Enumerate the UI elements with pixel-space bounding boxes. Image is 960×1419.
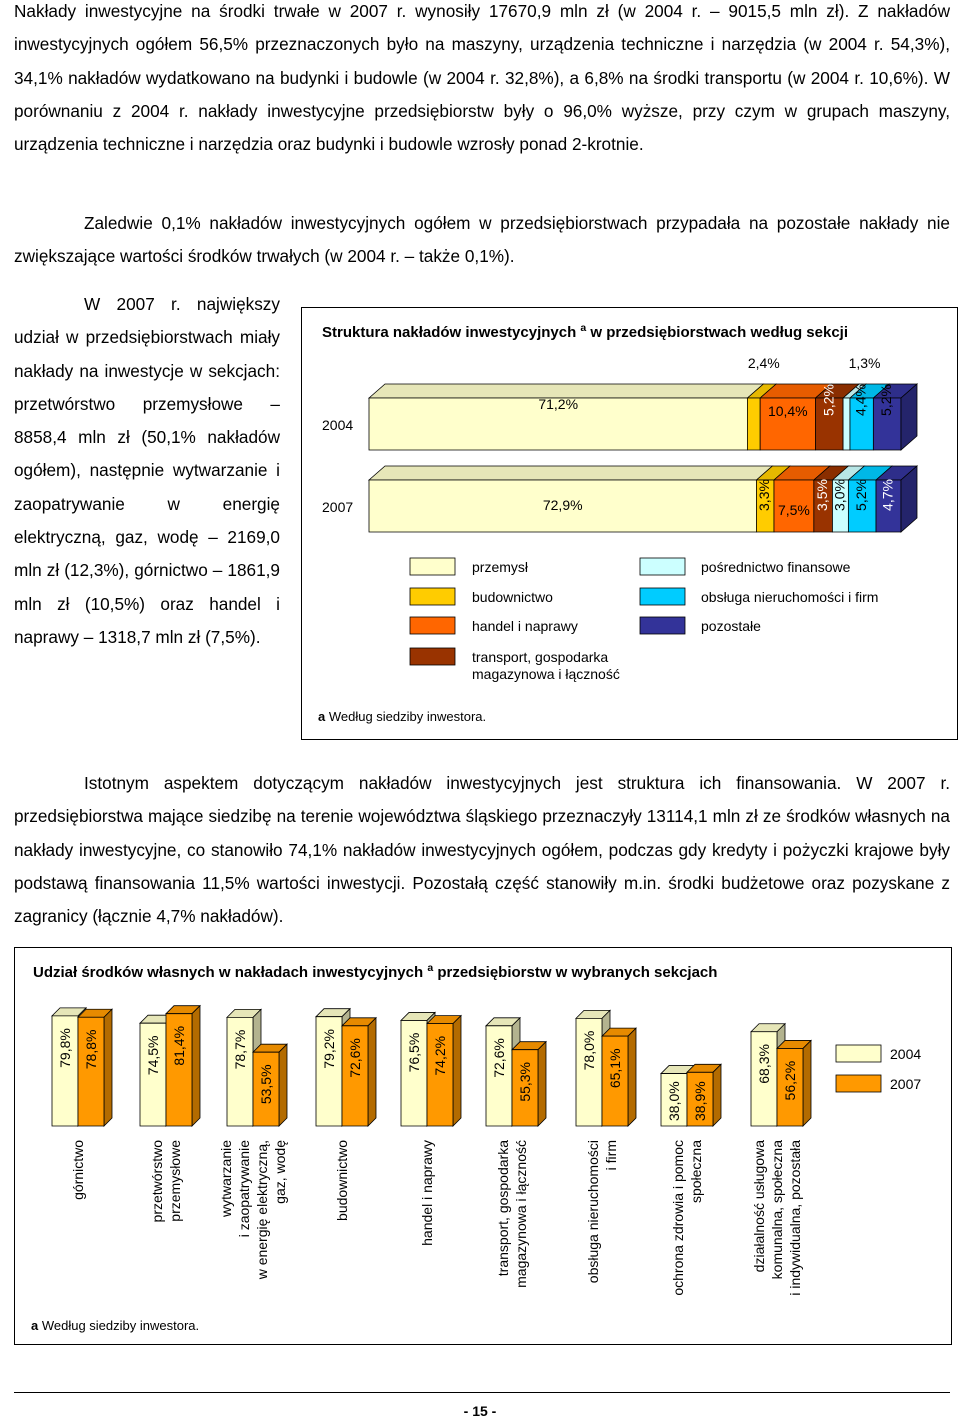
chart2-category-label-3: i zaopatrywanie: [236, 1140, 252, 1238]
chart2-category-label-8: ochrona zdrowia i pomoc: [670, 1140, 686, 1296]
chart2-category-label-1: górnictwo: [70, 1140, 86, 1200]
footer-rule: [14, 1392, 950, 1393]
chart2-label-2007-6: 55,3%: [517, 1061, 533, 1102]
chart1-label-2004-5: 1,3%: [848, 355, 881, 371]
chart2-category-label-9: komunalna, społeczna: [769, 1140, 785, 1280]
chart1-legend-label-1: przemysł: [472, 559, 529, 575]
chart2-label-2004-5: 76,5%: [406, 1032, 422, 1073]
chart2-bar-2007-1-side: [104, 1009, 112, 1126]
chart1-segment-2004-2-front: [747, 398, 760, 450]
own-funds-chart-box: [14, 947, 952, 1345]
chart1-label-2007-5: 3,0%: [831, 479, 848, 511]
financing-paragraph: [14, 767, 950, 933]
chart2-legend-label-2004: 2004: [890, 1046, 922, 1062]
chart2-legend-label-2007: 2007: [890, 1076, 922, 1092]
chart1-legend-label-5: pośrednictwo finansowe: [701, 559, 851, 575]
chart2-bar-2007-5-side: [453, 1016, 461, 1126]
intro-paragraph: Nakłady inwestycyjne na środki trwałe w 2007 r. wynosiły 17670,9 mln zł (w 2004 r. – 9015,5 mln zł). Z nakładów inwestycyjnych ogółem 56,5% przeznaczonych było na maszyny, urządzenia techniczne i narzędzia (w 2004 r. 54,3%), 34,1% nakładów wydatkowano na budynki i budowle (w 2004 r. 32,8%), a 6,8% na środki transportu (w 2004 r. 10,6%). W porównaniu z 2004 r. nakłady inwestycyjne przedsiębiorstw były o 96,0% wyższe, przy czym w grupach maszyny, urządzenia techniczne i narzędzia oraz budynki i budowle wzrosły ponad 2-krotnie.: [14, 1, 950, 155]
chart2-label-2007-8: 38,9%: [692, 1081, 708, 1121]
chart1-category-label-2007: 2007: [322, 499, 354, 515]
chart1-label-2007-7: 4,7%: [879, 479, 896, 511]
chart2-title: Udział środków własnych w nakładach inwestycyjnych $^a$ przedsiębiorstw w wybranych sekcjach: [33, 962, 718, 981]
chart1-label-2007-1: 72,9%: [542, 497, 583, 513]
chart1-legend-swatch-4: [410, 648, 455, 665]
chart1-label-2007-6: 5,2%: [853, 479, 870, 511]
chart2-label-2007-2: 81,4%: [171, 1025, 187, 1066]
chart1-label-2007-3: 7,5%: [777, 502, 810, 518]
chart2-category-label-5: handel i naprawy: [419, 1140, 435, 1246]
chart2-label-2007-5: 74,2%: [432, 1035, 448, 1076]
sector-structure-chart: [302, 308, 957, 739]
chart2-label-2007-9: 56,2%: [782, 1060, 798, 1101]
chart1-legend-label-3: handel i naprawy: [472, 618, 578, 634]
chart2-label-2004-7: 78,0%: [581, 1030, 597, 1071]
chart1-label-2004-7: 5,2%: [878, 384, 895, 416]
chart1-legend-swatch-2: [410, 588, 455, 605]
chart1-legend-swatch-5: [640, 558, 685, 575]
second-paragraph-text: Zaledwie 0,1% nakładów inwestycyjnych ogółem w przedsiębiorstwach przypadała na pozostałe nakłady nie zwiększające wartości środków trwałych (w 2004 r. – także 0,1%).: [14, 213, 950, 267]
chart1-legend-label-6: obsługa nieruchomości i firm: [701, 589, 879, 605]
chart2-bar-2007-3-side: [279, 1044, 287, 1126]
chart2-label-2007-4: 72,6%: [347, 1038, 363, 1078]
chart2-label-2007-7: 65,1%: [607, 1048, 623, 1089]
chart2-label-2004-2: 74,5%: [145, 1035, 161, 1076]
chart2-category-label-9: i indywidualna, pozostała: [787, 1140, 803, 1296]
page-number: - 15 -: [463, 1403, 497, 1419]
chart1-legend-label-4: transport, gospodarka: [472, 649, 609, 665]
financing-paragraph-text: Istotnym aspektem dotyczącym nakładów inwestycyjnych jest struktura ich finansowania. W 2007 r. przedsiębiorstwa mające siedzibę na terenie województwa śląskiego przeznaczyły 13114,1 mln zł ze środków własnych na nakłady inwestycyjne, co stanowiło 74,1% nakładów inwestycyjnych ogółem, podczas gdy kredyty i pożyczki krajowe były podstawą finansowania 11,5% wartości inwestycji. Pozostałą część stanowiły m.in. środki budżetowe oraz pozyskane z zagranicy (łącznie 4,7% nakładów).: [14, 773, 950, 927]
chart1-label-2004-1: 71,2%: [538, 396, 579, 412]
chart2-category-label-4: budownictwo: [334, 1140, 350, 1221]
chart2-category-label-9: działalność usługowa: [751, 1140, 767, 1273]
chart1-label-2004-3: 10,4%: [767, 403, 808, 419]
chart2-category-label-6: transport, gospodarka: [495, 1140, 511, 1277]
chart2-bar-2007-4-side: [368, 1018, 376, 1126]
chart1-legend-swatch-6: [640, 588, 685, 605]
chart2-label-2004-3: 78,7%: [232, 1029, 248, 1070]
sections-paragraph: [14, 288, 280, 654]
chart2-label-2004-1: 79,8%: [57, 1028, 73, 1068]
chart1-label-2007-4: 3,5%: [814, 479, 831, 511]
chart2-footnote: a Według siedziby inwestora.: [31, 1318, 200, 1333]
chart1-label-2004-4: 5,2%: [820, 384, 837, 416]
chart2-label-2007-1: 78,8%: [83, 1029, 99, 1070]
chart1-legend-label-4: magazynowa i łączność: [472, 666, 620, 682]
chart2-category-label-2: przetwórstwo: [149, 1140, 165, 1223]
chart1-label-2004-6: 4,4%: [852, 384, 869, 416]
chart1-segment-2004-5-front: [843, 398, 850, 450]
sections-paragraph-text: W 2007 r. największy udział w przedsiębiorstwach miały nakłady na inwestycje w sekcjach: przetwórstwo przemysłowe – 8858,4 mln zł (50,1% nakładów ogółem), następnie wytwarzanie i zaopatrywanie w energię elektryczną, gaz, wodę – 2169,0 mln zł (12,3%), górnictwo – 1861,9 mln zł (10,5%) oraz handel i naprawy – 1318,7 mln zł (7,5%).: [14, 294, 280, 647]
chart1-legend-swatch-3: [410, 617, 455, 634]
chart2-category-label-7: obsługa nieruchomości: [585, 1140, 601, 1284]
chart2-bar-2007-6-side: [538, 1042, 546, 1126]
chart2-category-label-3: wytwarzanie: [218, 1140, 234, 1218]
chart1-label-2004-2: 2,4%: [747, 355, 780, 371]
chart1-legend-swatch-7: [640, 617, 685, 634]
chart2-category-label-3: w energię elektryczną,: [254, 1140, 270, 1280]
chart2-bar-2007-8-side: [713, 1064, 721, 1126]
chart2-label-2007-3: 53,5%: [258, 1064, 274, 1105]
chart2-label-2004-6: 72,6%: [491, 1038, 507, 1078]
chart1-segment-2007-1-top: [369, 466, 772, 480]
chart2-category-label-7: i firm: [603, 1140, 619, 1171]
chart1-label-2007-2: 3,3%: [756, 479, 773, 511]
chart1-legend-label-7: pozostałe: [701, 618, 761, 634]
chart2-label-2004-4: 79,2%: [321, 1029, 337, 1069]
chart1-category-label-2004: 2004: [322, 417, 354, 433]
chart2-label-2004-9: 68,3%: [756, 1044, 772, 1084]
chart1-footnote: a Według siedziby inwestora.: [318, 709, 487, 724]
chart2-category-label-2: przemysłowe: [167, 1140, 183, 1222]
chart2-legend-swatch-2007: [836, 1075, 881, 1092]
chart1-legend-swatch-1: [410, 558, 455, 575]
chart2-bar-2007-7-side: [628, 1028, 636, 1126]
chart2-label-2004-8: 38,0%: [666, 1081, 682, 1121]
chart2-category-label-8: społeczna: [688, 1140, 704, 1204]
sector-structure-chart-box: [301, 307, 958, 740]
chart2-bar-2007-2-side: [192, 1006, 200, 1126]
chart1-legend-label-2: budownictwo: [472, 589, 553, 605]
own-funds-chart: [15, 948, 951, 1344]
chart2-legend-swatch-2004: [836, 1045, 881, 1062]
chart1-segment-2004-1: [369, 384, 763, 450]
chart2-bar-2007-9-side: [803, 1040, 811, 1126]
chart2-category-label-3: gaz, wodę: [272, 1140, 288, 1204]
second-paragraph: [14, 207, 950, 274]
chart2-category-label-6: magazynowa i łączność: [513, 1140, 529, 1288]
chart1-title: Struktura nakładów inwestycyjnych $^a$ w przedsiębiorstwach według sekcji: [322, 322, 849, 341]
